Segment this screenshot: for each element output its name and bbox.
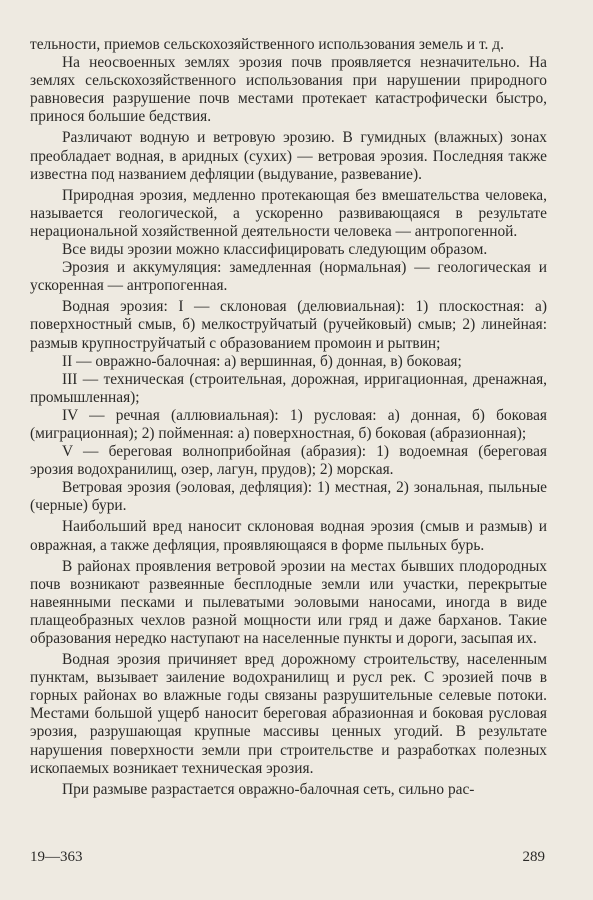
paragraph-coastal-erosion: V — береговая волноприбойная (абразия): 1) водоемная (береговая эрозия водохранилищ, озер, лагун, прудов); 2) морская.: [30, 443, 547, 479]
paragraph-wind-erosion-areas: В районах проявления ветровой эрозии на местах бывших плодородных почв возникают развеянные бесплодные земли или участки, перекрытые навеянными песками и пылеватыми эоловыми наносами, иногда в виде плащеобразных чехлов разной мощности или гряд и даже барханов. Такие образования нередко наступают на населенные пункты и дороги, засыпая их.: [30, 557, 547, 647]
printer-signature: 19—363: [30, 849, 83, 865]
page-number: 289: [522, 849, 545, 865]
page-footer: [30, 849, 545, 866]
paragraph-natural-erosion: Природная эрозия, медленно протекающая без вмешательства человека, называется геологической, а ускоренно развивающаяся в результате нерациональной хозяйственной деятельности человека — антропогенной.: [30, 186, 547, 240]
paragraph-erosion-accumulation: Эрозия и аккумуляция: замедленная (нормальная) — геологическая и ускоренная — антропогенная.: [30, 259, 547, 295]
paragraph-gully-network: При размыве разрастается овражно-балочная сеть, сильно рас-: [62, 780, 475, 798]
paragraph-wind-erosion: Ветровая эрозия (эоловая, дефляция): 1) местная, 2) зональная, пыльные (черные) бури.: [30, 479, 547, 515]
paragraph-river-erosion: IV — речная (аллювиальная): 1) русловая: а) донная, б) боковая (миграционная); 2) пойменная: а) поверхностная, б) боковая (абразионная);: [30, 406, 547, 442]
paragraph-greatest-harm: Наибольший вред наносит склоновая водная эрозия (смыв и размыв) и овражная, а также дефляция, проявляющаяся в форме пыльных бурь.: [30, 518, 547, 554]
paragraph-unreclaimed-lands: На неосвоенных землях эрозия почв проявляется незначительно. На землях сельскохозяйственного использования при нарушении природного равновесия разрушение почв местами протекает катастрофически быстро, принося большие бедствия.: [30, 54, 547, 126]
paragraph-water-erosion-slope: Водная эрозия: I — склоновая (делювиальная): 1) плоскостная: а) поверхностный смыв, б) мелкоструйчатый (ручейковый) смыв; 2) линейная: размыв крупноструйчатый с образованием промоин и рытвин;: [30, 298, 547, 352]
paragraph-technical-erosion: III — техническая (строительная, дорожная, ирригационная, дренажная, промышленная);: [30, 370, 547, 406]
paragraph-classification-intro: Все виды эрозии можно классифицировать следующим образом.: [62, 241, 488, 259]
paragraph-water-erosion-harm: Водная эрозия причиняет вред дорожному строительству, населенным пунктам, вызывает заиление водохранилищ и русл рек. С эрозией почв в горных районах во влажные годы связаны разрушительные селевые потоки. Местами большой ущерб наносит береговая абразионная и боковая русловая эрозия, разрушающая крупные массивы ценных угодий. В результате нарушения поверхности земли при строительстве и разработках полезных ископаемых возникает техническая эрозия.: [30, 651, 547, 777]
paragraph-water-wind-erosion: Различают водную и ветровую эрозию. В гумидных (влажных) зонах преобладает водная, в аридных (сухих) — ветровая эрозия. Последняя также известна под названием дефляции (выдувание, развевание).: [30, 129, 547, 183]
paragraph-ravine-erosion: II — овражно-балочная: а) вершинная, б) донная, в) боковая;: [62, 352, 462, 370]
paragraph-continuation: тельности, приемов сельскохозяйственного использования земель и т. д.: [30, 36, 504, 53]
